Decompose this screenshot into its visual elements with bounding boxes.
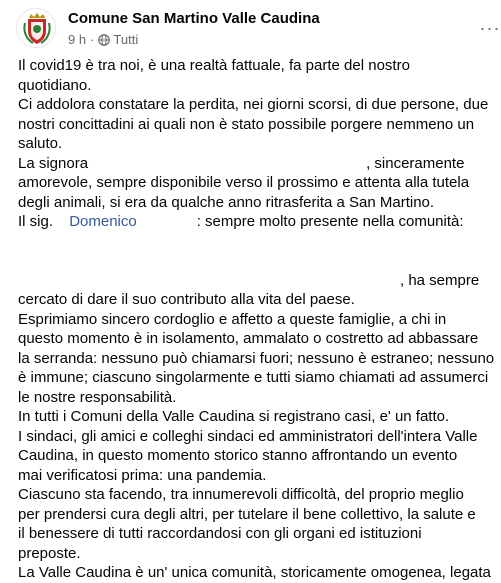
text-line: La Valle Caudina è un' unica comunità, storicamente omogenea, legata (18, 564, 491, 581)
text-line (18, 154, 488, 174)
text-fragment: : sempre molto presente nella comunità: (196, 213, 464, 230)
blank-line (18, 232, 488, 252)
text-line: In tutti i Comuni della Valle Caudina si registrano casi, e' un fatto. (18, 408, 450, 425)
text-line: mai verificatosi prima: una pandemia. (18, 466, 267, 484)
text-line (18, 212, 488, 232)
text-fragment: La signora (18, 154, 89, 172)
text-line: cercato di dare il suo contributo alla vita del paese. (18, 291, 355, 308)
more-options-icon[interactable]: ··· (479, 17, 501, 38)
text-line: la serranda: nessuno può chiamarsi fuori; nessuno è estraneo; nessuno (18, 349, 495, 367)
text-line: è immune; ciascuno singolarmente e tutti siamo chiamati ad assumerci (18, 369, 489, 386)
text-line: Ci addolora constatare la perdita, nei giorni scorsi, di due persone, due (18, 96, 489, 113)
municipal-crest-icon (17, 9, 56, 48)
page-name-link[interactable]: Comune San Martino Valle Caudina (68, 10, 320, 27)
text-line: nostri concittadini ai quali non è stato possibile porgere nemmeno un (18, 115, 475, 133)
text-line: per prendersi cura degli altri, per tutelare il bene collettivo, la salute e (18, 505, 476, 523)
text-fragment: , sinceramente (366, 154, 465, 172)
text-line: il benessere di tutti raccordandosi con gli organi ed istituzioni (18, 525, 422, 542)
text-line: I sindaci, gli amici e colleghi sindaci ed amministratori dell'intera Valle (18, 427, 478, 445)
text-line: amorevole, sempre disponibile verso il prossimo e attenta alla tutela (18, 174, 470, 191)
post-header (16, 8, 501, 52)
text-line (18, 271, 488, 291)
text-line: le nostre responsabilità. (18, 388, 177, 406)
page-avatar[interactable] (16, 8, 56, 48)
text-fragment: Il sig. (18, 213, 54, 230)
text-line: questo momento è in isolamento, ammalato o costretto ad abbassare (18, 330, 479, 347)
text-fragment: , ha sempre (400, 271, 480, 289)
audience-label: Tutti (113, 32, 139, 47)
mention-link[interactable]: Domenico (69, 213, 137, 230)
text-line: Ciascuno sta facendo, tra innumerevoli difficoltà, del proprio meglio (18, 486, 464, 503)
blank-line (18, 251, 488, 271)
text-line: quotidiano. (18, 76, 92, 94)
text-line: Il covid19 è tra noi, è una realtà fattuale, fa parte del nostro (18, 57, 410, 74)
post-timestamp[interactable]: 9 h (68, 32, 87, 47)
post-meta (68, 32, 138, 47)
text-line: saluto. (18, 135, 63, 152)
text-line: degli animali, si era da qualche anno ritrasferita a San Martino. (18, 193, 435, 211)
meta-separator: · (90, 32, 95, 47)
globe-icon (98, 34, 110, 46)
post-text (18, 56, 495, 583)
text-line: preposte. (18, 544, 81, 562)
text-line: Caudina, in questo momento storico stanno affrontando un evento (18, 447, 458, 464)
text-line: Esprimiamo sincero cordoglio e affetto a queste famiglie, a chi in (18, 310, 447, 328)
